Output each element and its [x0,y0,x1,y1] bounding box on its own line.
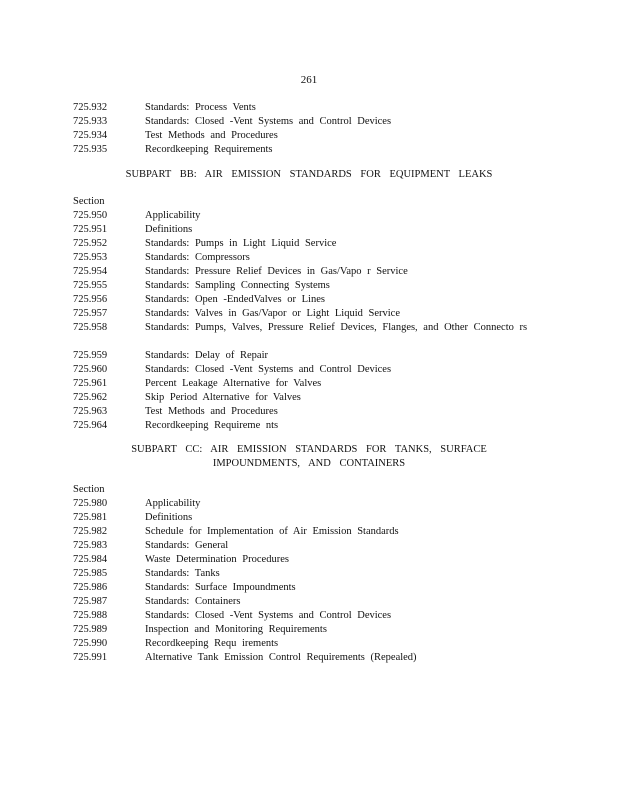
section-number: 725.982 [73,526,108,537]
list-item [73,623,543,637]
section-number: 725.988 [73,610,108,621]
list-item [73,293,543,307]
section-number: 725.959 [73,350,108,361]
section-number: 725.984 [73,554,108,565]
section-number: 725.950 [73,210,108,221]
section-number: 725.951 [73,224,108,235]
list-item [73,307,543,321]
subpart-aa-list [73,101,543,157]
section-title: Test Methods and Procedures [145,130,278,141]
section-title: Standards: Sampling Connecting Systems [145,280,330,291]
list-item [73,539,543,553]
section-number: 725.935 [73,144,108,155]
list-item [73,129,543,143]
section-number: 725.989 [73,624,108,635]
list-item [73,237,543,251]
list-item [73,115,543,129]
section-title: Schedule for Implementation of Air Emission Standards [145,526,399,537]
section-title: Test Methods and Procedures [145,406,278,417]
list-item [73,651,543,665]
section-title: Standards: Process Vents [145,102,256,113]
list-item [73,595,543,609]
list-item [73,101,543,115]
section-title: Definitions [145,224,193,235]
section-title: Alternative Tank Emission Control Requirements (Repealed) [145,652,417,663]
section-number: 725.934 [73,130,108,141]
section-title: Standards: Pressure Relief Devices in Gas/Vapo r Service [145,266,408,277]
list-item [73,223,543,237]
section-number: 725.956 [73,294,108,305]
page-number: 261 [300,74,318,86]
section-title: Recordkeeping Requirements [145,144,273,155]
list-item [73,377,543,391]
subpart-cc-heading-line2: IMPOUNDMENTS, AND CONTAINERS [212,458,406,469]
section-number: 725.960 [73,364,108,375]
section-number: 725.985 [73,568,108,579]
section-number: 725.955 [73,280,108,291]
section-title: Standards: Closed -Vent Systems and Control Devices [145,116,392,127]
section-title: Definitions [145,512,193,523]
section-label: Section [73,196,105,207]
section-number: 725.954 [73,266,108,277]
section-number: 725.957 [73,308,108,319]
section-number: 725.981 [73,512,108,523]
list-item [73,567,543,581]
section-title: Recordkeeping Requ irements [145,638,279,649]
section-title: Standards: Valves in Gas/Vapor or Light Liquid Service [145,308,400,319]
list-item [73,511,543,525]
section-title: Standards: Compressors [145,252,250,263]
list-item [73,321,543,349]
section-title: Standards: Containers [145,596,241,607]
section-title: Recordkeeping Requireme nts [145,420,279,431]
section-number: 725.961 [73,378,108,389]
list-item [73,363,543,377]
section-number: 725.958 [73,322,108,333]
list-item [73,405,543,419]
subpart-cc-heading: SUBPART CC: AIR EMISSION STANDARDS FOR TANKS, SURFACE [131,444,487,455]
section-title: Standards: Open -EndedValves or Lines [145,294,325,305]
section-label: Section [73,484,105,495]
subpart-cc-list [73,483,543,665]
list-item [73,497,543,511]
section-number: 725.953 [73,252,108,263]
list-item [73,265,543,279]
list-item [73,581,543,595]
section-number: 725.933 [73,116,108,127]
subpart-bb-list [73,195,543,433]
section-number: 725.963 [73,406,108,417]
section-title: Standards: Tanks [145,568,220,579]
section-number: 725.964 [73,420,108,431]
list-item [73,553,543,567]
section-number: 725.986 [73,582,108,593]
list-item [73,279,543,293]
section-title: Standards: Pumps in Light Liquid Service [145,238,337,249]
section-number: 725.980 [73,498,108,509]
section-title: Applicability [145,210,201,221]
list-item [73,525,543,539]
section-title: Waste Determination Procedures [145,554,289,565]
section-title: Standards: Closed -Vent Systems and Control Devices [145,364,392,375]
list-item [73,391,543,405]
list-item [73,609,543,623]
section-title: Skip Period Alternative for Valves [145,392,301,403]
section-number: 725.932 [73,102,108,113]
list-item [73,637,543,651]
section-number: 725.962 [73,392,108,403]
list-item [73,251,543,265]
section-title: Standards: Surface Impoundments [145,582,296,593]
section-title: Inspection and Monitoring Requirements [145,624,327,635]
section-number: 725.990 [73,638,108,649]
list-item [73,209,543,223]
section-title: Applicability [145,498,201,509]
section-number: 725.987 [73,596,108,607]
section-title: Standards: Delay of Repair [145,350,269,361]
section-title: Standards: Pumps, Valves, Pressure Relief Devices, Flanges, and Other Connecto rs [145,322,528,333]
section-number: 725.952 [73,238,108,249]
section-number: 725.983 [73,540,108,551]
list-item [73,419,543,433]
section-title: Percent Leakage Alternative for Valves [145,378,322,389]
section-title: Standards: General [145,540,229,551]
section-title: Standards: Closed -Vent Systems and Control Devices [145,610,392,621]
list-item [73,143,543,157]
list-item [73,349,543,363]
subpart-bb-heading: SUBPART BB: AIR EMISSION STANDARDS FOR EQUIPMENT LEAKS [125,169,493,180]
section-number: 725.991 [73,652,108,663]
